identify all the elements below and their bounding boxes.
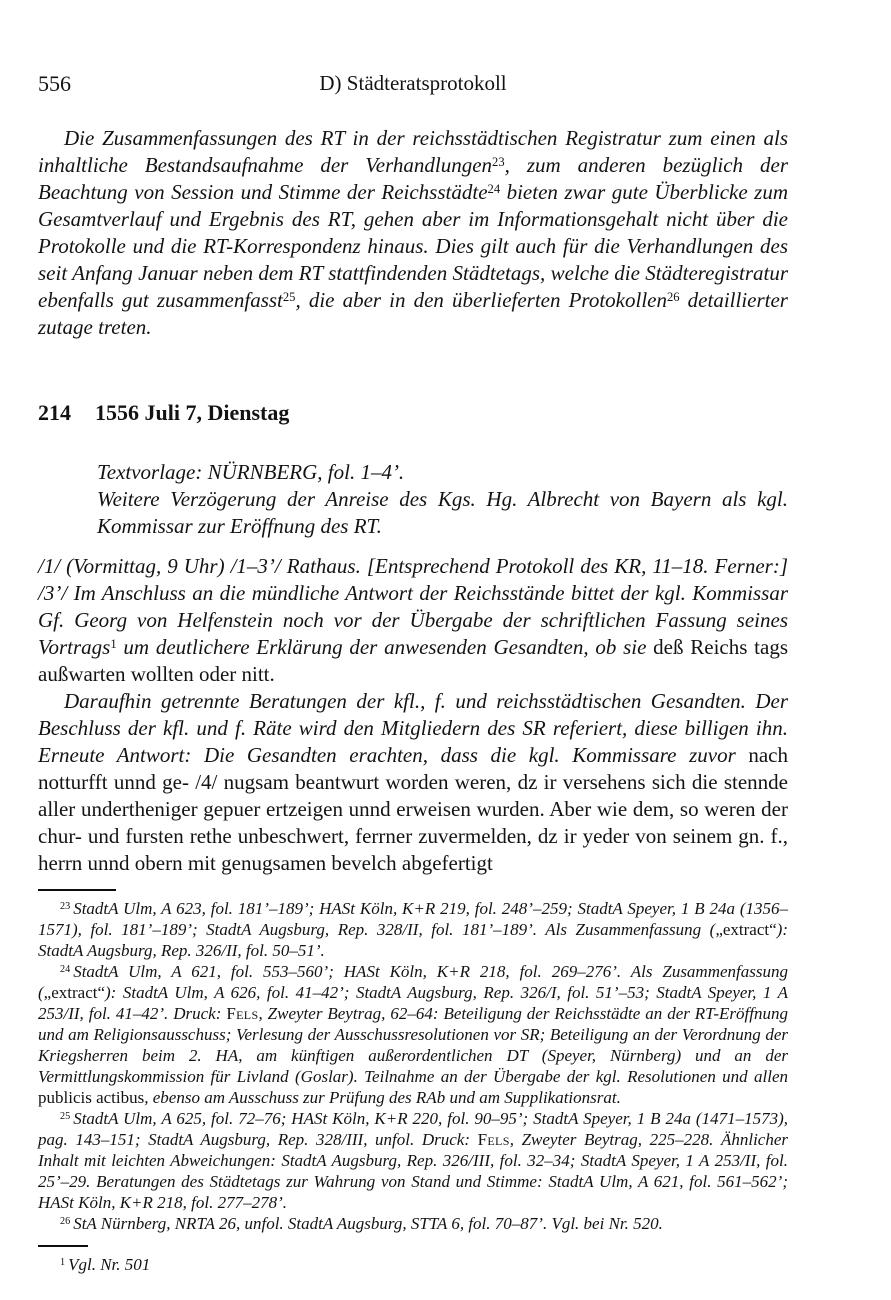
footnote-25 bbox=[38, 1108, 788, 1213]
footnote-marker: 1 bbox=[60, 1256, 66, 1268]
footnote-23 bbox=[38, 898, 788, 961]
footnote-1 bbox=[38, 1254, 788, 1275]
footnote-text: StadtA Ulm, A 621, fol. 553–560’; HASt Köln, K+R 218, fol. 269–276’. Als Zusammenfassung („extract“): StadtA Ulm, A 626, fol. 41–42’; StadtA Augsburg, Rep. 326/I, fol. 51’–53; StadtA Speyer, 1 A 253/II, fol. 41–42’. Druck: Fels, Zweyter Beytrag, 62–64: Beteiligung der Reichsstädte an der RT-Eröffnung und am Religionsausschuss; Verlesung der Ausschussresolutionen vor SR; Beteiligung an der Verordnung der Kriegsherren beim 2. HA, am künftigen außerordentlichen DT (Speyer, Nürnberg) und an der Vermittlungskommission für Livland (Goslar). Teilnahme an der Übergabe der kgl. Resolutionen und allen publicis actibus, ebenso am Ausschuss zur Prüfung des RAb und am Supplikationsrat. bbox=[38, 962, 788, 1107]
footnote-24 bbox=[38, 961, 788, 1108]
footnote-block-text bbox=[38, 1245, 788, 1275]
entry-heading bbox=[38, 399, 788, 427]
footnote-text: StA Nürnberg, NRTA 26, unfol. StadtA Augsburg, STTA 6, fol. 70–87’. Vgl. bei Nr. 520. bbox=[73, 1214, 663, 1233]
regest-paragraph: Weitere Verzögerung der Anreise des Kgs. Hg. Albrecht von Bayern als kgl. Kommissar zur Eröffnung des RT. bbox=[97, 487, 788, 538]
protocol-paragraph-2: Daraufhin getrennte Beratungen der kfl., f. und reichsstädtischen Gesandten. Der Beschluss der kfl. und f. Räte wird den Mitgliedern des SR referiert, diese billigen ihn. Erneute Antwort: Die Gesandten erachten, dass die kgl. Kommissare zuvor nach notturfft unnd ge- /4/ nugsam beantwurt worden weren, dz ir versehens sich die stennde aller undertheniger gepuer ertzeigen unnd erweisen wurden. Aber wie dem, so weren der chur- und fursten rethe unbeschwert, ferrner zuvermelden, dz ir yeder von seinem gn. f., herrn unnd obern mit genugsamen bevelch abgefertigt bbox=[38, 689, 788, 875]
page-number: 556 bbox=[38, 71, 71, 96]
running-head-row bbox=[38, 0, 788, 97]
textvorlage-line: Textvorlage: NÜRNBERG, fol. 1–4’. bbox=[97, 460, 405, 484]
footnote-marker: 25 bbox=[60, 1110, 71, 1122]
footnote-text: StadtA Ulm, A 623, fol. 181’–189’; HASt Köln, K+R 219, fol. 248’–259; StadtA Speyer, 1 B 24a (1356–1571), fol. 181’–189’; StadtA Augsburg, Rep. 328/II, fol. 181’–189’. Als Zusammenfassung („extract“): StadtA Augsburg, Rep. 326/II, fol. 50–51’. bbox=[38, 899, 788, 960]
footnote-separator-2 bbox=[38, 1245, 88, 1247]
intro-paragraph: Die Zusammenfassungen des RT in der reichsstädtischen Registratur zum einen als inhaltliche Bestandsaufnahme der Verhandlungen$^{23}$, zum anderen bezüglich der Beachtung von Session und Stimme der Reichsstädte$^{24}$ bieten zwar gute Überblicke zum Gesamtverlauf und Ergebnis des RT, gehen aber im Informationsgehalt nicht über die Protokolle und die RT-Korrespondenz hinaus. Dies gilt auch für die Verhandlungen des seit Anfang Januar neben dem RT stattfindenden Städtetags, welche die Städteregistratur ebenfalls gut zusammenfasst$^{25}$, die aber in den überlieferten Protokollen$^{26}$ detaillierter zutage treten. bbox=[38, 126, 788, 339]
footnote-block-archival bbox=[38, 889, 788, 1234]
protocol-paragraph-1: /1/ (Vormittag, 9 Uhr) /1–3’/ Rathaus. [Entsprechend Protokoll des KR, 11–18. Ferner:] /3’/ Im Anschluss an die mündliche Antwort der Reichsstände bittet der kgl. Kommissar Gf. Georg von Helfenstein noch vor der Übergabe der schriftlichen Fassung seines Vortrags$^1$ um deutlichere Erklärung der anwesenden Gesandten, ob sie deß Reichs tags außwarten wollten oder nitt. bbox=[38, 554, 788, 686]
entry-number: 214 bbox=[38, 400, 71, 425]
footnote-marker: 24 bbox=[60, 963, 71, 975]
footnote-marker: 23 bbox=[60, 900, 71, 912]
footnote-text: StadtA Ulm, A 625, fol. 72–76; HASt Köln, K+R 220, fol. 90–95’; StadtA Speyer, 1 B 24a (1471–1573), pag. 143–151; StadtA Augsburg, Rep. 328/III, unfol. Druck: Fels, Zweyter Beytrag, 225–228. Ähnlicher Inhalt mit leichten Abweichungen: StadtA Augsburg, Rep. 326/III, fol. 32–34; StadtA Speyer, 1 A 253/II, fol. 25’–29. Beratungen des Städtetags zur Wahrung von Stand und Stimme: StadtA Ulm, A 621, fol. 561–562’; HASt Köln, K+R 218, fol. 277–278’. bbox=[38, 1109, 788, 1212]
footnote-separator bbox=[38, 889, 116, 891]
entry-prelims bbox=[97, 459, 788, 540]
footnote-text: Vgl. Nr. 501 bbox=[68, 1255, 151, 1274]
running-title: D) Städteratsprotokoll bbox=[319, 71, 507, 95]
footnote-26 bbox=[38, 1213, 788, 1234]
page-content bbox=[38, 0, 788, 1275]
footnote-marker: 26 bbox=[60, 1215, 71, 1227]
entry-date: 1556 Juli 7, Dienstag bbox=[95, 400, 290, 425]
